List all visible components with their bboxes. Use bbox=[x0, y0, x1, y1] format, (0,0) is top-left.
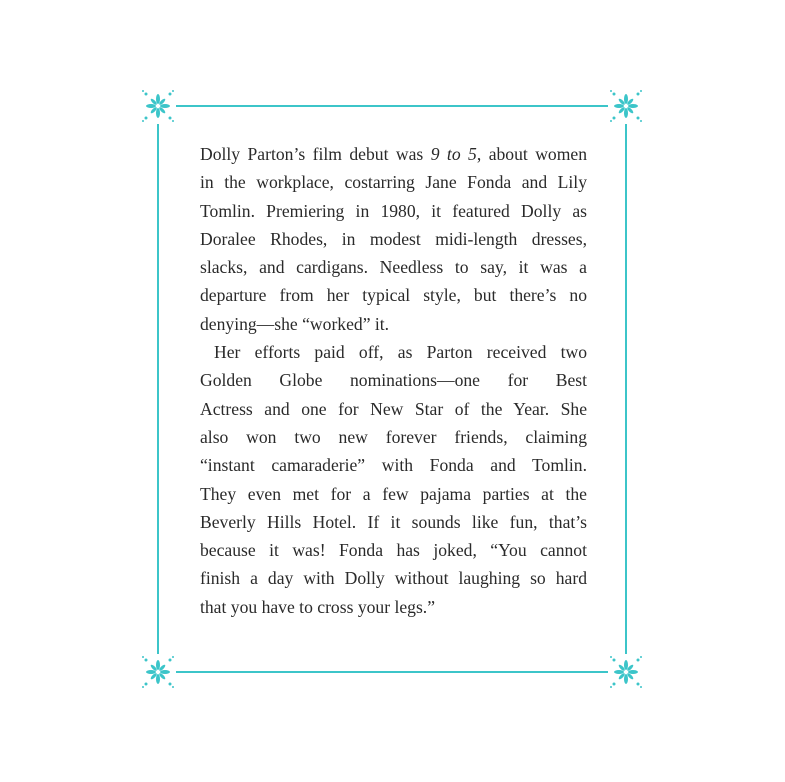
paragraph-1 bbox=[200, 140, 587, 338]
text-line: in the workplace, costarring Jane Fonda and Lily bbox=[200, 172, 587, 193]
body-text bbox=[200, 140, 587, 621]
text-line: that you have to cross your legs.” bbox=[200, 596, 436, 617]
text-line: also won two new forever friends, claiming bbox=[200, 426, 587, 447]
ornament-top-right-icon bbox=[609, 89, 643, 123]
border-right bbox=[625, 124, 627, 654]
border-bottom bbox=[176, 671, 608, 673]
text-line: Tomlin. Premiering in 1980, it featured Dolly as bbox=[200, 200, 587, 221]
text-line: Beverly Hills Hotel. If it sounds like fun, that’s bbox=[200, 511, 587, 532]
border-top bbox=[176, 105, 608, 107]
text-segment: , about women bbox=[476, 144, 588, 164]
ornament-bottom-left-icon bbox=[141, 655, 175, 689]
paragraph-2 bbox=[200, 338, 587, 621]
text-line: “instant camaraderie” with Fonda and Tomlin. bbox=[200, 455, 587, 476]
text-line: Her efforts paid off, as Parton received two bbox=[214, 342, 587, 363]
text-line: because it was! Fonda has joked, “You cannot bbox=[200, 540, 587, 561]
text-line: Actress and one for New Star of the Year. She bbox=[200, 398, 587, 419]
text-line: slacks, and cardigans. Needless to say, it was a bbox=[200, 257, 587, 278]
text-line bbox=[200, 140, 587, 168]
text-segment: Dolly Parton’s film debut was bbox=[200, 144, 431, 164]
text-line: Doralee Rhodes, in modest midi-length dresses, bbox=[200, 228, 587, 249]
border-left bbox=[157, 124, 159, 654]
text-line: Golden Globe nominations—one for Best bbox=[200, 370, 587, 391]
ornament-bottom-right-icon bbox=[609, 655, 643, 689]
text-line: finish a day with Dolly without laughing so hard bbox=[200, 568, 587, 589]
text-line: denying—she “worked” it. bbox=[200, 313, 390, 334]
text-line: They even met for a few pajama parties at the bbox=[200, 483, 587, 504]
film-title: 9 to 5 bbox=[430, 144, 477, 164]
ornament-top-left-icon bbox=[141, 89, 175, 123]
text-line: departure from her typical style, but there’s no bbox=[200, 285, 587, 306]
